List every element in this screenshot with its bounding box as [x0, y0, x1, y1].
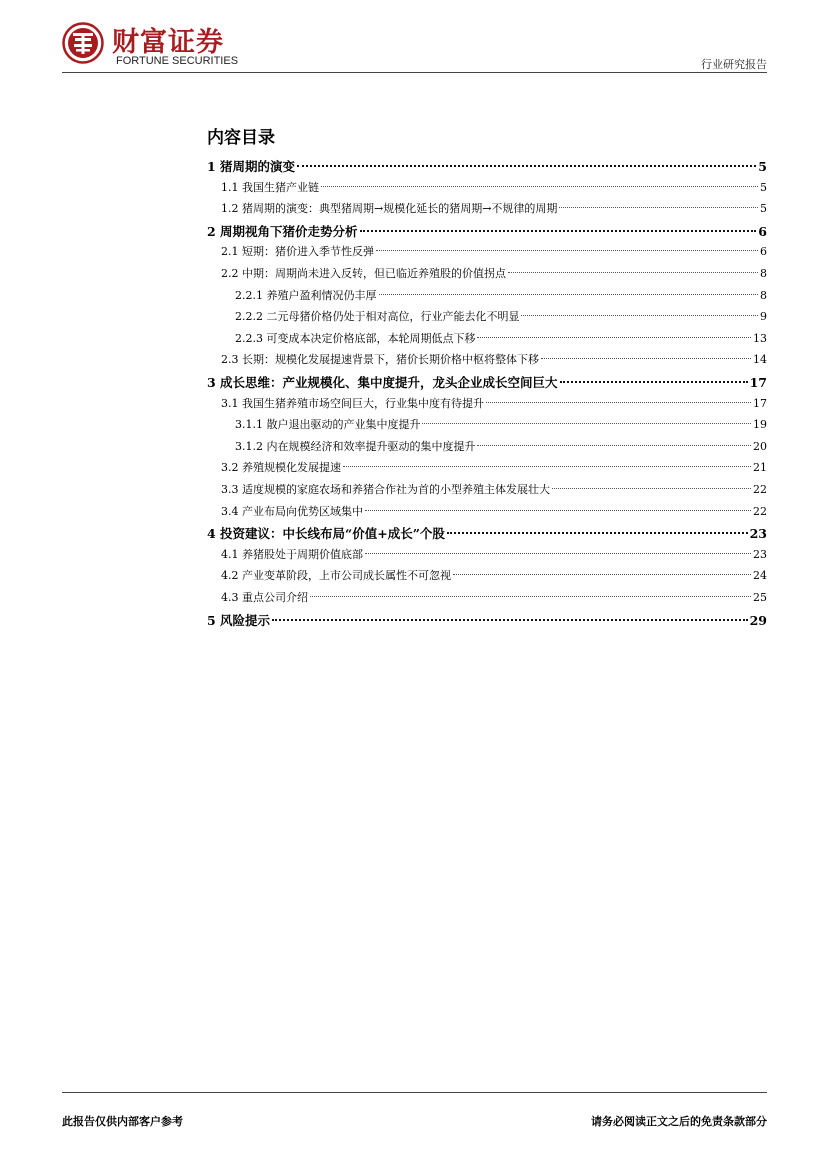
toc-entry-text: 4.2 产业变革阶段，上市公司成长属性不可忽视: [221, 569, 451, 583]
toc-page-number: 14: [753, 353, 767, 367]
toc-page-number: 5: [760, 180, 767, 194]
toc-page-number: 8: [760, 288, 767, 302]
toc-entry-text: 5 风险提示: [207, 612, 271, 628]
toc-dot-leader: [508, 272, 758, 273]
toc-dot-leader: [422, 423, 751, 424]
toc-page-number: 25: [753, 591, 767, 604]
toc-dot-leader: [486, 402, 751, 403]
toc-dot-leader: [552, 488, 751, 489]
toc-entry[interactable]: [207, 265, 767, 281]
toc-page-number: 17: [753, 396, 767, 410]
toc-dot-leader: [365, 553, 751, 554]
toc-entry-text: 1.2 猪周期的演变：典型猪周期→规模化延长的猪周期→不规律的周期: [221, 202, 558, 216]
toc-entry[interactable]: [207, 308, 767, 324]
toc-entry[interactable]: [207, 459, 767, 475]
toc-dot-leader: [447, 532, 748, 534]
footer-disclaimer-right: 请务必阅读正文之后的免责条款部分: [591, 1115, 767, 1128]
toc-entry[interactable]: [207, 611, 767, 629]
toc-entry-text: 3.2 养殖规模化发展提速: [221, 461, 341, 475]
toc-entry[interactable]: [207, 524, 767, 542]
toc-entry[interactable]: [207, 179, 767, 195]
toc-dot-leader: [310, 596, 751, 597]
page-header: [62, 14, 767, 74]
toc-entry[interactable]: [207, 287, 767, 303]
toc-entry[interactable]: [207, 438, 767, 454]
toc-entry-text: 2.1 短期：猪价进入季节性反弹: [221, 245, 374, 259]
toc-entry[interactable]: [207, 351, 767, 367]
toc-entry-text: 3 成长思维：产业规模化、集中度提升，龙头企业成长空间巨大: [207, 375, 558, 390]
toc-entry[interactable]: [207, 567, 767, 583]
toc-dot-leader: [521, 315, 758, 316]
toc-dot-leader: [365, 510, 751, 511]
toc-entry-text: 3.1 我国生猪养殖市场空间巨大，行业集中度有待提升: [221, 396, 484, 410]
toc-dot-leader: [297, 165, 756, 167]
toc-entry[interactable]: [207, 157, 767, 175]
toc-page-number: 23: [753, 547, 767, 561]
toc-dot-leader: [477, 337, 751, 338]
toc-page-number: 5: [758, 159, 767, 174]
report-type-label: 行业研究报告: [701, 58, 767, 71]
toc-dot-leader: [272, 619, 748, 621]
toc-entry[interactable]: [207, 200, 767, 216]
toc-entry-text: 2.2 中期：周期尚未进入反转，但已临近养殖股的价值拐点: [221, 267, 506, 280]
toc-page-number: 5: [760, 202, 767, 216]
toc-page-number: 22: [753, 483, 767, 496]
toc-dot-leader: [321, 186, 758, 187]
toc-dot-leader: [560, 381, 748, 383]
toc-entry[interactable]: [207, 330, 767, 346]
toc-entry[interactable]: [207, 589, 767, 605]
logo-chinese-name: 财富证券: [112, 27, 224, 58]
toc-entry-text: 2 周期视角下猪价走势分析: [207, 223, 358, 239]
footer-disclaimer-left: 此报告仅供内部客户参考: [62, 1115, 183, 1128]
toc-page-number: 8: [760, 267, 767, 280]
toc-entry-text: 1.1 我国生猪产业链: [221, 180, 319, 194]
toc-page-number: 17: [749, 375, 767, 390]
toc-page-number: 24: [753, 569, 767, 583]
toc-dot-leader: [376, 250, 758, 251]
toc-dot-leader: [360, 230, 757, 232]
fortune-securities-logo-icon: [62, 22, 104, 64]
toc-entry-text: 3.1.2 内在规模经济和效率提升驱动的集中度提升: [235, 439, 476, 453]
toc-dot-leader: [559, 207, 758, 208]
toc-dot-leader: [379, 294, 759, 295]
toc-entry[interactable]: [207, 503, 767, 519]
toc-entry-text: 3.1.1 散户退出驱动的产业集中度提升: [235, 418, 421, 432]
toc-page-number: 19: [753, 418, 767, 432]
toc-entry[interactable]: [207, 416, 767, 432]
toc-entry-text: 4.1 养猪股处于周期价值底部: [221, 547, 363, 561]
toc-page-number: 9: [760, 310, 767, 324]
toc-page-number: 21: [753, 461, 767, 475]
logo-english-name: FORTUNE SECURITIES: [116, 55, 239, 67]
toc-page-number: 29: [749, 612, 767, 628]
toc-title: 内容目录: [207, 128, 275, 148]
footer-divider: [62, 1092, 767, 1093]
toc-entry-text: 1 猪周期的演变: [207, 159, 296, 174]
toc-entry-text: 4 投资建议：中长线布局“价值+成长”个股: [207, 526, 445, 542]
toc-entry[interactable]: [207, 546, 767, 562]
toc-entry-text: 3.4 产业布局向优势区域集中: [221, 504, 363, 518]
toc-entry-text: 3.3 适度规模的家庭农场和养猪合作社为首的小型养殖主体发展壮大: [221, 483, 550, 496]
toc-page-number: 22: [753, 504, 767, 518]
header-divider: [62, 72, 767, 73]
toc-entry[interactable]: [207, 395, 767, 411]
toc-dot-leader: [477, 445, 751, 446]
toc-page-number: 20: [753, 439, 767, 453]
toc-page-number: 6: [758, 223, 767, 239]
toc-entry-text: 2.2.3 可变成本决定价格底部，本轮周期低点下移: [235, 331, 476, 345]
toc-entry-text: 2.3 长期：规模化发展提速背景下，猪价长期价格中枢将整体下移: [221, 353, 539, 367]
toc-page-number: 13: [753, 331, 767, 345]
toc-entry[interactable]: [207, 481, 767, 497]
toc-dot-leader: [453, 574, 751, 575]
toc-entry[interactable]: [207, 373, 767, 391]
toc-entry[interactable]: [207, 222, 767, 240]
toc-entry[interactable]: [207, 243, 767, 259]
toc-page-number: 23: [749, 526, 767, 542]
toc-dot-leader: [541, 358, 751, 359]
toc-dot-leader: [343, 466, 751, 467]
toc-entry-text: 2.2.1 养殖户盈利情况仍丰厚: [235, 288, 377, 302]
toc-page-number: 6: [760, 245, 767, 259]
toc-entry-text: 2.2.2 二元母猪价格仍处于相对高位，行业产能去化不明显: [235, 310, 520, 324]
toc-entry-text: 4.3 重点公司介绍: [221, 591, 308, 604]
